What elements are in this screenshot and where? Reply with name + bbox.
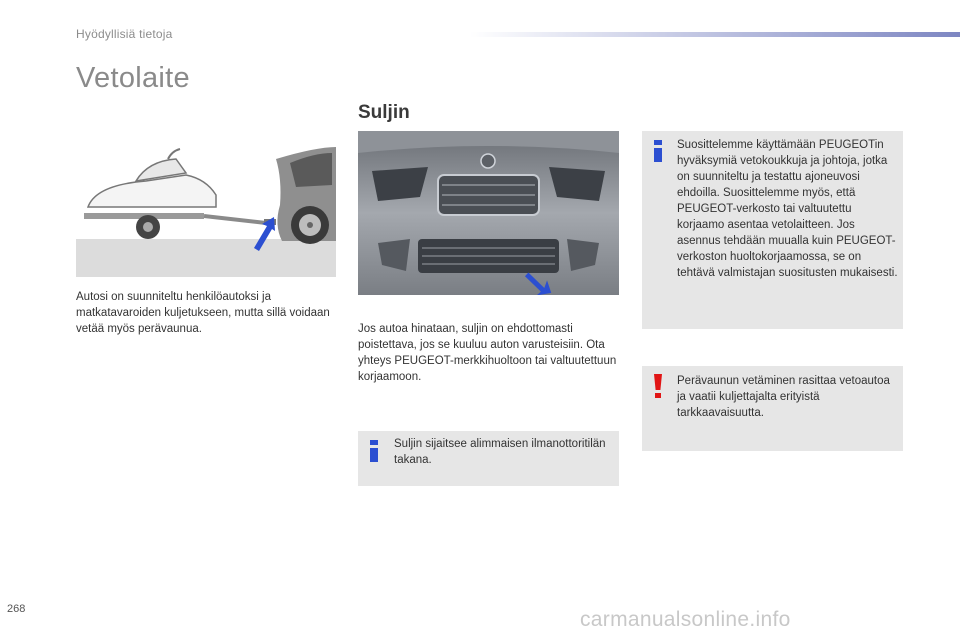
intro-paragraph: Autosi on suunniteltu henkilöautoksi ja matkatavaroiden kuljetukseen, mutta sillä voidaan vetää myös perävaunua.: [76, 291, 330, 335]
info-box-location: [358, 431, 619, 486]
page-title: Vetolaite: [76, 62, 190, 94]
warning-box-text: Perävaunun vetäminen rasittaa vetoautoa ja vaatii kuljettajalta erityistä tarkkaavaisuutta.: [677, 375, 890, 419]
info-box-recommendation: [642, 131, 903, 329]
warning-box: [642, 366, 903, 451]
removal-paragraph: Jos autoa hinataan, suljin on ehdottomasti poistettava, jos se kuuluu auton varusteisiin. Ota yhteys PEUGEOT-merkkihuoltoon tai valtuutettuun korjaamoon.: [358, 323, 617, 383]
info-box-recommendation-text: Suosittelemme käyttämään PEUGEOTin hyväksymiä vetokoukkuja ja johtoja, jotka on suunniteltu ja testattu ajoneuvosi ehdoilla. Suosittelemme myös, että PEUGEOT-verkosto tai valtuutettu korjaamo asentaa vetolaitteen. Jos asennus tehdään muualla kuin PEUGEOT-verkoston huoltokorjaamossa, se on tehtävä valmistajan suositusten mukaisesti.: [677, 139, 898, 279]
header-section-label: Hyödyllisiä tietoja: [76, 27, 173, 41]
page-number: 268: [7, 603, 26, 615]
grille-photo: [358, 131, 619, 295]
section-title: Suljin: [358, 102, 410, 123]
header-gradient-bar: [470, 32, 960, 37]
towing-illustration: [76, 145, 336, 277]
watermark: carmanualsonline.info: [580, 608, 791, 631]
info-box-location-text: Suljin sijaitsee alimmaisen ilmanottoritilän takana.: [394, 438, 606, 466]
